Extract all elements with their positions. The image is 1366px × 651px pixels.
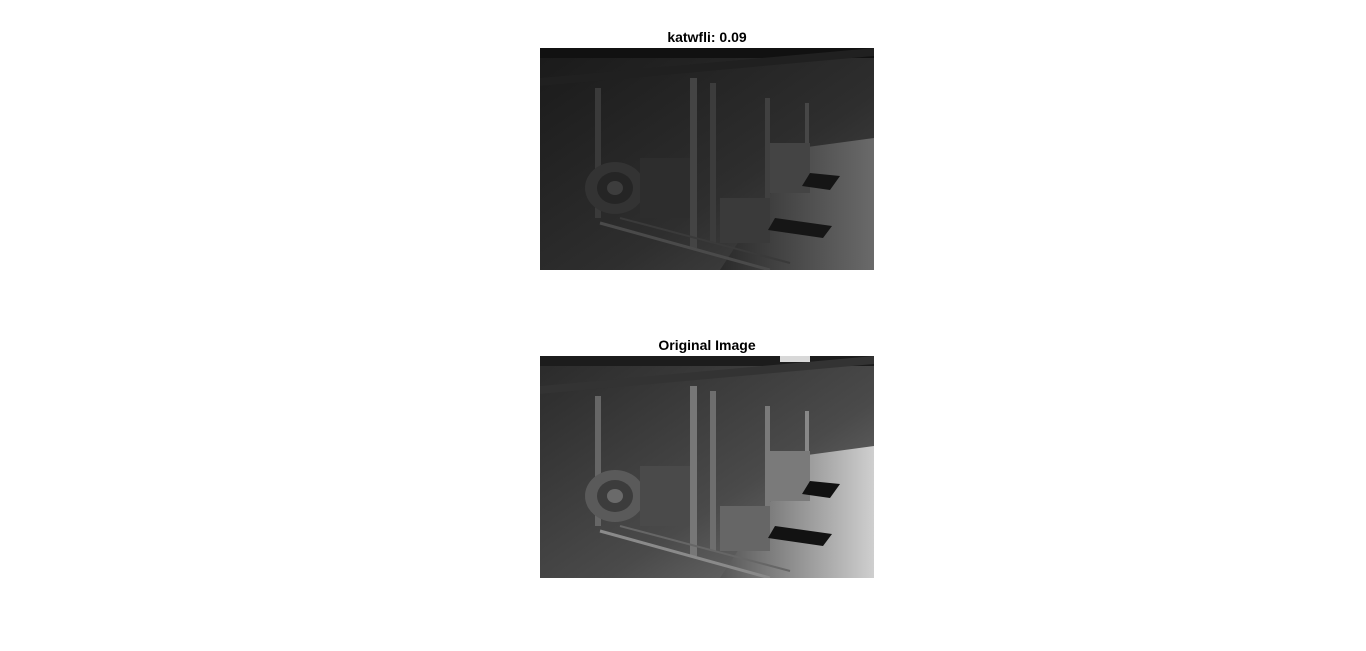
subplot-title-original: Original Image	[658, 337, 756, 353]
processed-image	[540, 48, 874, 270]
original-image	[540, 356, 874, 578]
subplot-processed	[540, 28, 874, 270]
subplot-title-processed: katwfli: 0.09	[667, 29, 747, 45]
subplot-original	[540, 336, 874, 578]
